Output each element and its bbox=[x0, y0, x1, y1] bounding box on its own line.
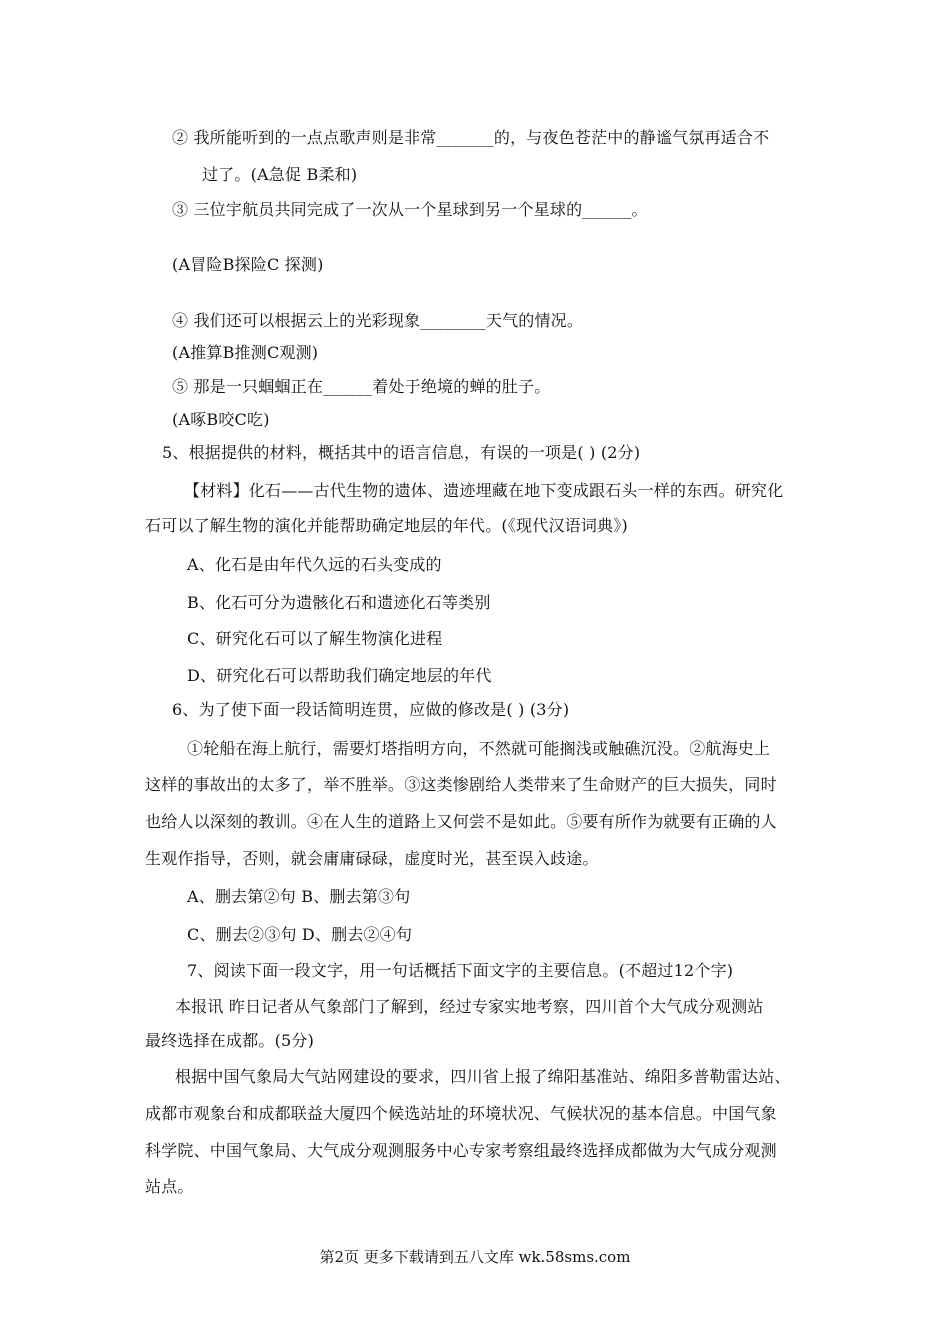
q5-option-b: B、化石可分为遗骸化石和遗迹化石等类别 bbox=[187, 593, 491, 612]
q4-item5-options: (A啄B咬C吃) bbox=[172, 410, 270, 429]
q4-item3-line1: ③ 三位宇航员共同完成了一次从一个星球到另一个星球的______。 bbox=[172, 200, 648, 219]
q4-item4-line1: ④ 我们还可以根据云上的光彩现象________天气的情况。 bbox=[172, 311, 584, 330]
q5-stem: 5、根据提供的材料，概括其中的语言信息，有误的一项是( ) (2分) bbox=[162, 443, 641, 462]
q7-para2-line4: 站点。 bbox=[145, 1177, 194, 1196]
q6-passage-line4: 生观作指导，否则，就会庸庸碌碌，虚度时光，甚至误入歧途。 bbox=[145, 849, 599, 868]
q6-passage-line1: ①轮船在海上航行，需要灯塔指明方向，不然就可能搁浅或触礁沉没。②航海史上 bbox=[187, 739, 771, 758]
q7-para1-line1: 本报讯 昨日记者从气象部门了解到，经过专家实地考察，四川首个大气成分观测站 bbox=[175, 997, 764, 1016]
q4-item5-line1: ⑤ 那是一只蝈蝈正在______着处于绝境的蝉的肚子。 bbox=[172, 377, 551, 396]
q6-options-line1: A、删去第②句 B、删去第③句 bbox=[187, 887, 411, 906]
q7-para2-line2: 成都市观象台和成都联益大厦四个候选站址的环境状况、气候状况的基本信息。中国气象 bbox=[145, 1104, 777, 1123]
q6-passage-line3: 也给人以深刻的教训。④在人生的道路上又何尝不是如此。⑤要有所作为就要有正确的人 bbox=[145, 812, 777, 831]
q4-item2-line2: 过了。(A急促 B柔和) bbox=[202, 165, 358, 184]
q4-item4-options: (A推算B推测C观测) bbox=[172, 343, 319, 362]
q6-stem: 6、为了使下面一段话简明连贯，应做的修改是( ) (3分) bbox=[172, 700, 570, 719]
q7-para2-line1: 根据中国气象局大气站网建设的要求，四川省上报了绵阳基准站、绵阳多普勒雷达站、 bbox=[175, 1067, 791, 1086]
page-footer: 第2页 更多下载请到五八文库 wk.58sms.com bbox=[319, 1248, 631, 1266]
q5-material-line1: 【材料】化石——古代生物的遗体、遗迹埋藏在地下变成跟石头一样的东西。研究化 bbox=[184, 481, 784, 500]
q4-item2-line1: ② 我所能听到的一点点歌声则是非常_______的，与夜色苍茫中的静谧气氛再适合不 bbox=[172, 128, 770, 147]
q4-item3-options: (A冒险B探险C 探测) bbox=[172, 255, 324, 274]
q6-options-line2: C、删去②③句 D、删去②④句 bbox=[187, 925, 413, 944]
q7-para1-line2: 最终选择在成都。(5分) bbox=[145, 1031, 315, 1050]
q7-stem: 7、阅读下面一段文字，用一句话概括下面文字的主要信息。(不超过12个字) bbox=[187, 961, 734, 980]
q5-option-c: C、研究化石可以了解生物演化进程 bbox=[187, 629, 443, 648]
q7-para2-line3: 科学院、中国气象局、大气成分观测服务中心专家考察组最终选择成都做为大气成分观测 bbox=[145, 1141, 777, 1160]
q5-option-d: D、研究化石可以帮助我们确定地层的年代 bbox=[187, 666, 492, 685]
q5-option-a: A、化石是由年代久远的石头变成的 bbox=[187, 555, 442, 574]
q6-passage-line2: 这样的事故出的太多了，举不胜举。③这类惨剧给人类带来了生命财产的巨大损失，同时 bbox=[145, 775, 777, 794]
q5-material-line2: 石可以了解生物的演化并能帮助确定地层的年代。(《现代汉语词典》) bbox=[145, 516, 628, 535]
